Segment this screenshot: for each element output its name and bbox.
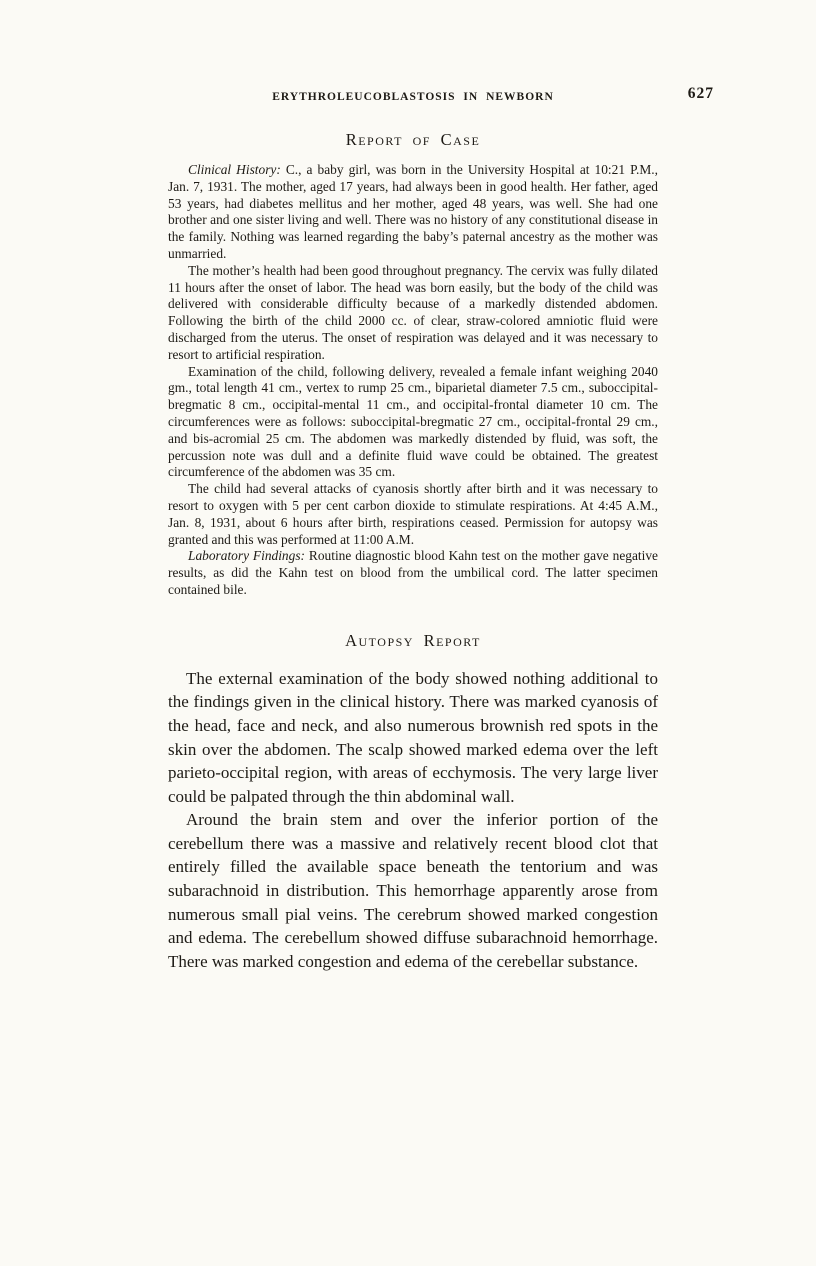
paragraph-text: Routine diagnostic blood Kahn test on the mother gave negative results, as did the Kahn test on blood from the umbilical cord. The latter specimen contained bile. <box>168 548 658 597</box>
paragraph-brain-stem-hemorrhage <box>168 808 658 973</box>
paragraph-lead-laboratory-findings: Laboratory Findings: <box>188 548 305 564</box>
paragraph-cyanosis-attacks <box>168 481 658 548</box>
paragraph-text: The external examination of the body showed nothing additional to the findings given in the clinical history. There was marked cyanosis of the head, face and neck, and also numerous brownish red spots in the skin over the abdomen. The scalp showed marked edema over the left parieto-occipital region, with areas of ecchymosis. The very large liver could be palpated through the thin abdominal wall. <box>168 668 658 806</box>
autopsy-report-section <box>168 667 658 974</box>
running-header <box>168 85 714 104</box>
running-head-title: ERYTHROLEUCOBLASTOSIS IN NEWBORN <box>272 91 554 103</box>
paragraph-examination-of-child <box>168 364 658 482</box>
paragraph-text: The child had several attacks of cyanosis shortly after birth and it was necessary to resort to oxygen with 5 per cent carbon dioxide to stimulate respirations. At 4:45 A.M., Jan. 8, 1931, about 6 hours after birth, respirations ceased. Permission for autopsy was granted and this was performed at 11:00 A.M. <box>168 481 658 547</box>
section-heading-autopsy-report: Autopsy Report <box>345 630 481 650</box>
paragraph-clinical-history <box>168 162 658 263</box>
case-report-section <box>168 162 658 599</box>
paragraph-text: The mother’s health had been good throughout pregnancy. The cervix was fully dilated 11 hours after the onset of labor. The head was born easily, but the body of the child was delivered with considerable difficulty because of a markedly distended abdomen. Following the birth of the child 2000 cc. of clear, straw-colored amniotic fluid were discharged from the uterus. The onset of respiration was delayed and it was necessary to resort to artificial respiration. <box>168 262 658 362</box>
paragraph-text: C., a baby girl, was born in the University Hospital at 10:21 P.M., Jan. 7, 1931. The mother, aged 17 years, had always been in good health. Her father, aged 53 years, had diabetes mellitus and her mother, aged 48 years, was well. She had one brother and one sister living and well. There was no history of any constitutional disease in the family. Nothing was learned regarding the baby’s paternal ancestry as the mother was unmarried. <box>168 162 658 261</box>
paragraph-external-examination <box>168 667 658 809</box>
paragraph-text: Around the brain stem and over the inferior portion of the cerebellum there was a massive and relatively recent blood clot that entirely filled the available space beneath the tentorium and was subarachnoid in distribution. This hemorrhage apparently arose from numerous small pial veins. The cerebrum showed marked congestion and edema. The cerebellum showed diffuse subarachnoid hemorrhage. There was marked congestion and edema of the cerebellar substance. <box>168 810 658 971</box>
paragraph-laboratory-findings <box>168 548 658 598</box>
text-column <box>168 85 714 973</box>
paragraph-mothers-health <box>168 263 658 364</box>
page-number: 627 <box>687 85 714 102</box>
paragraph-text: Examination of the child, following delivery, revealed a female infant weighing 2040 gm., total length 41 cm., vertex to rump 25 cm., biparietal diameter 7.5 cm., suboccipital-bregmatic 8 cm., occipital-mental 11 cm., and occipital-frontal diameter 10 cm. The circumferences were as follows: suboccipital-bregmatic 27 cm., occipital-frontal 29 cm., and bis-acromial 25 cm. The abdomen was markedly distended by fluid, was soft, the percussion note was dull and a definite fluid wave could be obtained. The greatest circumference of the abdomen was 35 cm. <box>168 363 658 480</box>
paragraph-lead-clinical-history: Clinical History: <box>188 162 281 177</box>
section-heading-report-of-case: Report of Case <box>345 130 481 149</box>
